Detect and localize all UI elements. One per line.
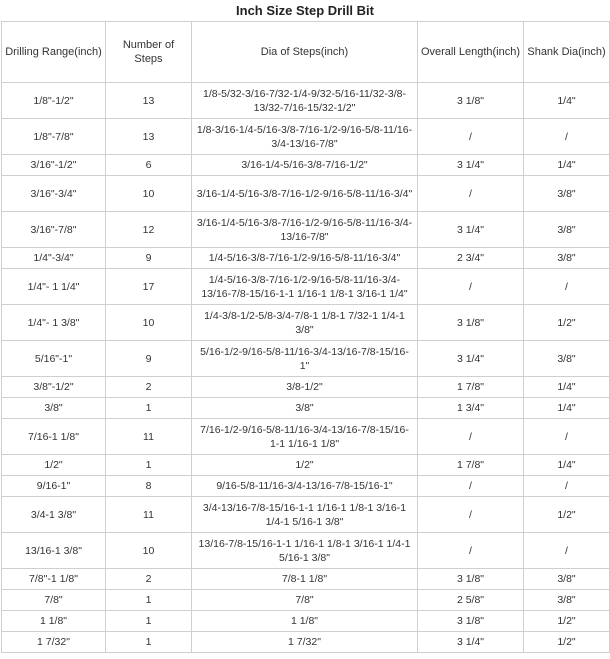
cell-dia-of-steps: 3/16-1/4-5/16-3/8-7/16-1/2" bbox=[192, 155, 418, 176]
cell-number-of-steps: 13 bbox=[106, 119, 192, 155]
table-row bbox=[2, 269, 610, 305]
cell-number-of-steps: 9 bbox=[106, 341, 192, 377]
cell-number-of-steps: 11 bbox=[106, 497, 192, 533]
cell-overall-length: / bbox=[418, 176, 524, 212]
cell-overall-length: 3 1/8" bbox=[418, 83, 524, 119]
cell-dia-of-steps: 1/4-3/8-1/2-5/8-3/4-7/8-1 1/8-1 7/32-1 1/4-1 3/8" bbox=[192, 305, 418, 341]
cell-drilling-range: 7/8" bbox=[2, 590, 106, 611]
table-row bbox=[2, 419, 610, 455]
table-row bbox=[2, 476, 610, 497]
step-drill-table bbox=[1, 21, 610, 653]
cell-shank-dia: 3/8" bbox=[524, 176, 610, 212]
cell-number-of-steps: 1 bbox=[106, 632, 192, 653]
cell-number-of-steps: 11 bbox=[106, 419, 192, 455]
cell-drilling-range: 3/4-1 3/8" bbox=[2, 497, 106, 533]
table-row bbox=[2, 632, 610, 653]
cell-drilling-range: 7/16-1 1/8" bbox=[2, 419, 106, 455]
cell-shank-dia: 1/2" bbox=[524, 632, 610, 653]
cell-drilling-range: 1 7/32" bbox=[2, 632, 106, 653]
cell-drilling-range: 1/4"- 1 3/8" bbox=[2, 305, 106, 341]
cell-drilling-range: 3/16"-1/2" bbox=[2, 155, 106, 176]
cell-shank-dia: 3/8" bbox=[524, 590, 610, 611]
table-row bbox=[2, 119, 610, 155]
cell-overall-length: 2 5/8" bbox=[418, 590, 524, 611]
cell-number-of-steps: 8 bbox=[106, 476, 192, 497]
cell-drilling-range: 9/16-1" bbox=[2, 476, 106, 497]
cell-shank-dia: 1/4" bbox=[524, 83, 610, 119]
cell-shank-dia: 1/4" bbox=[524, 377, 610, 398]
header-dia-of-steps: Dia of Steps(inch) bbox=[192, 22, 418, 83]
cell-dia-of-steps: 3/16-1/4-5/16-3/8-7/16-1/2-9/16-5/8-11/16-3/4-13/16-7/8" bbox=[192, 212, 418, 248]
cell-number-of-steps: 6 bbox=[106, 155, 192, 176]
table-row bbox=[2, 455, 610, 476]
cell-dia-of-steps: 13/16-7/8-15/16-1-1 1/16-1 1/8-1 3/16-1 1/4-1 5/16-1 3/8" bbox=[192, 533, 418, 569]
cell-overall-length: / bbox=[418, 419, 524, 455]
cell-dia-of-steps: 1/8-3/16-1/4-5/16-3/8-7/16-1/2-9/16-5/8-11/16-3/4-13/16-7/8" bbox=[192, 119, 418, 155]
table-row bbox=[2, 305, 610, 341]
cell-number-of-steps: 1 bbox=[106, 590, 192, 611]
cell-shank-dia: 3/8" bbox=[524, 212, 610, 248]
cell-number-of-steps: 17 bbox=[106, 269, 192, 305]
cell-number-of-steps: 2 bbox=[106, 569, 192, 590]
cell-drilling-range: 1/4"-3/4" bbox=[2, 248, 106, 269]
cell-dia-of-steps: 7/16-1/2-9/16-5/8-11/16-3/4-13/16-7/8-15/16-1-1 1/16-1 1/8" bbox=[192, 419, 418, 455]
table-row bbox=[2, 533, 610, 569]
header-shank-dia: Shank Dia(inch) bbox=[524, 22, 610, 83]
cell-overall-length: / bbox=[418, 533, 524, 569]
cell-shank-dia: 3/8" bbox=[524, 341, 610, 377]
cell-number-of-steps: 2 bbox=[106, 377, 192, 398]
cell-drilling-range: 3/8" bbox=[2, 398, 106, 419]
cell-drilling-range: 3/16"-3/4" bbox=[2, 176, 106, 212]
cell-overall-length: 3 1/4" bbox=[418, 341, 524, 377]
cell-number-of-steps: 10 bbox=[106, 533, 192, 569]
table-row bbox=[2, 569, 610, 590]
cell-overall-length: 3 1/8" bbox=[418, 611, 524, 632]
table-row bbox=[2, 176, 610, 212]
cell-shank-dia: / bbox=[524, 419, 610, 455]
cell-overall-length: 3 1/8" bbox=[418, 569, 524, 590]
cell-overall-length: 1 7/8" bbox=[418, 455, 524, 476]
cell-shank-dia: 3/8" bbox=[524, 248, 610, 269]
cell-overall-length: 1 3/4" bbox=[418, 398, 524, 419]
cell-drilling-range: 3/16"-7/8" bbox=[2, 212, 106, 248]
cell-number-of-steps: 10 bbox=[106, 305, 192, 341]
cell-drilling-range: 1 1/8" bbox=[2, 611, 106, 632]
cell-dia-of-steps: 3/16-1/4-5/16-3/8-7/16-1/2-9/16-5/8-11/16-3/4" bbox=[192, 176, 418, 212]
cell-dia-of-steps: 3/4-13/16-7/8-15/16-1-1 1/16-1 1/8-1 3/16-1 1/4-1 5/16-1 3/8" bbox=[192, 497, 418, 533]
cell-number-of-steps: 1 bbox=[106, 398, 192, 419]
table-title: Inch Size Step Drill Bit bbox=[236, 3, 374, 18]
cell-drilling-range: 1/8"-7/8" bbox=[2, 119, 106, 155]
cell-dia-of-steps: 1 7/32" bbox=[192, 632, 418, 653]
cell-shank-dia: 1/2" bbox=[524, 611, 610, 632]
cell-overall-length: / bbox=[418, 119, 524, 155]
table-row bbox=[2, 590, 610, 611]
cell-drilling-range: 1/8"-1/2" bbox=[2, 83, 106, 119]
cell-dia-of-steps: 7/8-1 1/8" bbox=[192, 569, 418, 590]
page bbox=[1, 0, 609, 653]
cell-shank-dia: / bbox=[524, 269, 610, 305]
table-row bbox=[2, 212, 610, 248]
cell-number-of-steps: 9 bbox=[106, 248, 192, 269]
header-drilling-range: Drilling Range(inch) bbox=[2, 22, 106, 83]
cell-dia-of-steps: 1 1/8" bbox=[192, 611, 418, 632]
cell-shank-dia: / bbox=[524, 533, 610, 569]
cell-overall-length: 2 3/4" bbox=[418, 248, 524, 269]
table-row bbox=[2, 248, 610, 269]
cell-drilling-range: 13/16-1 3/8" bbox=[2, 533, 106, 569]
cell-dia-of-steps: 1/2" bbox=[192, 455, 418, 476]
table-row bbox=[2, 341, 610, 377]
cell-drilling-range: 5/16"-1" bbox=[2, 341, 106, 377]
cell-shank-dia: / bbox=[524, 119, 610, 155]
cell-dia-of-steps: 7/8" bbox=[192, 590, 418, 611]
cell-dia-of-steps: 1/8-5/32-3/16-7/32-1/4-9/32-5/16-11/32-3/8-13/32-7/16-15/32-1/2" bbox=[192, 83, 418, 119]
cell-overall-length: 3 1/8" bbox=[418, 305, 524, 341]
cell-shank-dia: 1/2" bbox=[524, 305, 610, 341]
header-number-of-steps: Number of Steps bbox=[106, 22, 192, 83]
cell-dia-of-steps: 3/8" bbox=[192, 398, 418, 419]
cell-drilling-range: 7/8"-1 1/8" bbox=[2, 569, 106, 590]
table-row bbox=[2, 377, 610, 398]
cell-overall-length: / bbox=[418, 497, 524, 533]
cell-dia-of-steps: 1/4-5/16-3/8-7/16-1/2-9/16-5/8-11/16-3/4-13/16-7/8-15/16-1-1 1/16-1 1/8-1 3/16-1 1/4" bbox=[192, 269, 418, 305]
cell-shank-dia: 3/8" bbox=[524, 569, 610, 590]
cell-drilling-range: 3/8"-1/2" bbox=[2, 377, 106, 398]
table-row bbox=[2, 83, 610, 119]
cell-dia-of-steps: 5/16-1/2-9/16-5/8-11/16-3/4-13/16-7/8-15/16-1" bbox=[192, 341, 418, 377]
cell-dia-of-steps: 3/8-1/2" bbox=[192, 377, 418, 398]
table-row bbox=[2, 497, 610, 533]
cell-overall-length: 3 1/4" bbox=[418, 212, 524, 248]
cell-shank-dia: / bbox=[524, 476, 610, 497]
cell-overall-length: / bbox=[418, 476, 524, 497]
cell-dia-of-steps: 1/4-5/16-3/8-7/16-1/2-9/16-5/8-11/16-3/4" bbox=[192, 248, 418, 269]
table-row bbox=[2, 155, 610, 176]
cell-shank-dia: 1/2" bbox=[524, 497, 610, 533]
cell-number-of-steps: 1 bbox=[106, 455, 192, 476]
cell-shank-dia: 1/4" bbox=[524, 455, 610, 476]
cell-shank-dia: 1/4" bbox=[524, 398, 610, 419]
cell-number-of-steps: 1 bbox=[106, 611, 192, 632]
cell-overall-length: 3 1/4" bbox=[418, 632, 524, 653]
cell-dia-of-steps: 9/16-5/8-11/16-3/4-13/16-7/8-15/16-1" bbox=[192, 476, 418, 497]
table-body bbox=[2, 83, 610, 653]
cell-overall-length: 3 1/4" bbox=[418, 155, 524, 176]
table-row bbox=[2, 611, 610, 632]
cell-overall-length: 1 7/8" bbox=[418, 377, 524, 398]
cell-number-of-steps: 10 bbox=[106, 176, 192, 212]
table-row bbox=[2, 398, 610, 419]
header-row bbox=[2, 22, 610, 83]
cell-shank-dia: 1/4" bbox=[524, 155, 610, 176]
cell-drilling-range: 1/4"- 1 1/4" bbox=[2, 269, 106, 305]
header-overall-length: Overall Length(inch) bbox=[418, 22, 524, 83]
cell-number-of-steps: 13 bbox=[106, 83, 192, 119]
cell-overall-length: / bbox=[418, 269, 524, 305]
cell-drilling-range: 1/2" bbox=[2, 455, 106, 476]
cell-number-of-steps: 12 bbox=[106, 212, 192, 248]
